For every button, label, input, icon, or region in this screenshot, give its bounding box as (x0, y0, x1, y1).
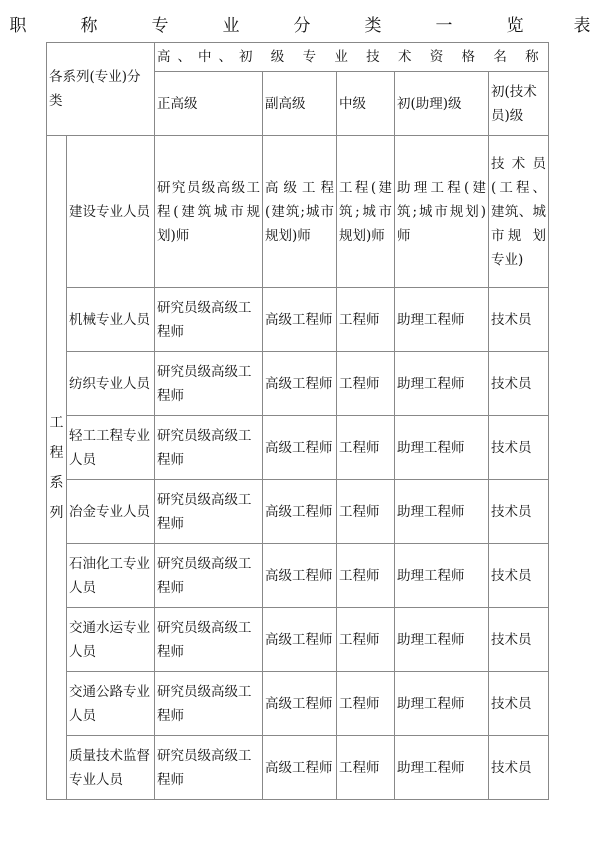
mid-cell: 工程师 (337, 416, 395, 480)
senior-cell: 研究员级高级工程师 (155, 672, 263, 736)
senior-cell: 研究员级高级工程师 (155, 288, 263, 352)
system-char: 程 (49, 444, 64, 461)
title-char: 表 (573, 16, 591, 36)
specialty-cell: 机械专业人员 (67, 288, 155, 352)
senior-cell: 研究员级高级工程师 (155, 608, 263, 672)
senior-cell: 研究员级高级工程师 (155, 736, 263, 800)
system-char: 工 (49, 414, 64, 431)
column-header-mid: 中级 (337, 72, 395, 136)
table-row (47, 136, 549, 288)
title-char: 览 (506, 16, 524, 36)
deputy-cell: 高级工程师 (263, 736, 337, 800)
technician-cell: 技术员 (489, 672, 549, 736)
table-row (47, 416, 549, 480)
assistant-cell: 助理工程师 (395, 352, 489, 416)
table-row (47, 672, 549, 736)
mid-cell: 工程(建筑;城市规划)师 (337, 136, 395, 288)
header-row-1 (47, 43, 549, 72)
system-label (47, 136, 67, 800)
senior-cell: 研究员级高级工程师 (155, 416, 263, 480)
assistant-cell: 助理工程师 (395, 736, 489, 800)
deputy-cell: 高级工程师 (263, 608, 337, 672)
senior-cell: 研究员级高级工程(建筑城市规划)师 (155, 136, 263, 288)
table-row (47, 544, 549, 608)
deputy-cell: 高级工程师 (263, 544, 337, 608)
deputy-cell: 高级工程师 (263, 352, 337, 416)
assistant-cell: 助理工程师 (395, 544, 489, 608)
deputy-cell: 高级工程师 (263, 416, 337, 480)
series-header: 各系列(专业)分类 (47, 43, 155, 136)
levels-group-header: 高、中、初 级 专 业 技 术 资 格 名 称 (155, 43, 549, 72)
mid-cell: 工程师 (337, 736, 395, 800)
column-header-senior: 正高级 (155, 72, 263, 136)
column-header-deputy: 副高级 (263, 72, 337, 136)
mid-cell: 工程师 (337, 608, 395, 672)
technician-cell: 技术员 (489, 416, 549, 480)
mid-cell: 工程师 (337, 352, 395, 416)
title-char: 类 (364, 16, 382, 36)
senior-cell: 研究员级高级工程师 (155, 352, 263, 416)
technician-cell: 技术员 (489, 736, 549, 800)
mid-cell: 工程师 (337, 288, 395, 352)
specialty-cell: 纺织专业人员 (67, 352, 155, 416)
technician-cell: 技术员 (489, 480, 549, 544)
senior-cell: 研究员级高级工程师 (155, 544, 263, 608)
table-row (47, 480, 549, 544)
mid-cell: 工程师 (337, 480, 395, 544)
system-char: 列 (49, 504, 64, 521)
column-header-assistant: 初(助理)级 (395, 72, 489, 136)
specialty-cell: 石油化工专业人员 (67, 544, 155, 608)
column-header-technician: 初(技术员)级 (489, 72, 549, 136)
deputy-cell: 高级工程师 (263, 672, 337, 736)
assistant-cell: 助理工程师 (395, 288, 489, 352)
technician-cell: 技术员 (489, 288, 549, 352)
technician-cell: 技 术 员(工程、建筑、城市规 划 专业) (489, 136, 549, 288)
system-char: 系 (49, 474, 64, 491)
table-row (47, 288, 549, 352)
mid-cell: 工程师 (337, 544, 395, 608)
assistant-cell: 助理工程(建筑;城市规划)师 (395, 136, 489, 288)
table-row (47, 608, 549, 672)
assistant-cell: 助理工程师 (395, 480, 489, 544)
title-char: 专 (151, 16, 169, 36)
table-row (47, 352, 549, 416)
specialty-cell: 交通公路专业人员 (67, 672, 155, 736)
technician-cell: 技术员 (489, 608, 549, 672)
table-row (47, 736, 549, 800)
specialty-cell: 轻工工程专业人员 (67, 416, 155, 480)
senior-cell: 研究员级高级工程师 (155, 480, 263, 544)
deputy-cell: 高级工程师 (263, 480, 337, 544)
title-char: 业 (222, 16, 240, 36)
title-char: 分 (293, 16, 311, 36)
classification-table (46, 42, 549, 800)
page-title (0, 12, 600, 40)
assistant-cell: 助理工程师 (395, 416, 489, 480)
assistant-cell: 助理工程师 (395, 608, 489, 672)
title-char: 一 (435, 16, 453, 36)
specialty-cell: 交通水运专业人员 (67, 608, 155, 672)
deputy-cell: 高级工程师 (263, 288, 337, 352)
title-char: 称 (80, 16, 98, 36)
mid-cell: 工程师 (337, 672, 395, 736)
assistant-cell: 助理工程师 (395, 672, 489, 736)
deputy-cell: 高 级 工 程(建筑;城市规划)师 (263, 136, 337, 288)
specialty-cell: 质量技术监督专业人员 (67, 736, 155, 800)
specialty-cell: 冶金专业人员 (67, 480, 155, 544)
technician-cell: 技术员 (489, 352, 549, 416)
title-char: 职 (9, 16, 27, 36)
technician-cell: 技术员 (489, 544, 549, 608)
specialty-cell: 建设专业人员 (67, 136, 155, 288)
